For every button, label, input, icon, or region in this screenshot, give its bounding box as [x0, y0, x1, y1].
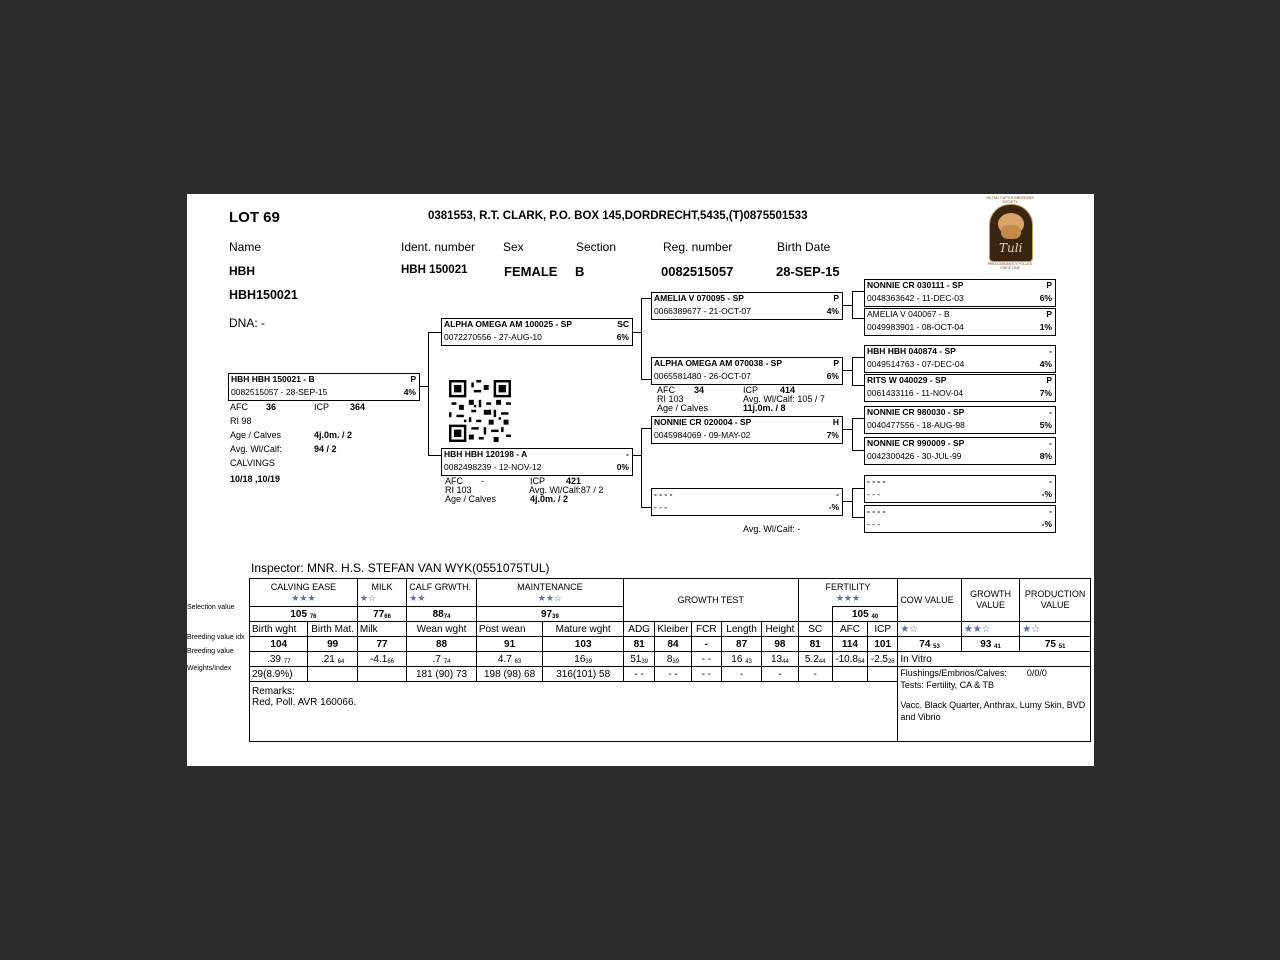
great-grandparent-5-box: NONNIE CR 980030 - SP - 0040477556 - 18-AUG-98 5%	[864, 406, 1056, 434]
subject-icp-label: ICP	[314, 402, 330, 412]
tuli-logo: SA TULI CATTLE BREEDERS SOCIETY Tuli PREDOMINANTLY POLLED SINCE 1945	[986, 196, 1034, 270]
reg-label: Reg. number	[663, 240, 733, 254]
in-vitro: In Vitro	[898, 652, 1091, 667]
breeding-value-idx-label: Breeding value idx	[187, 634, 245, 641]
sex-label: Sex	[503, 240, 524, 254]
growth-value: 93 $_{41}$	[961, 637, 1019, 652]
performance-table	[249, 578, 1091, 742]
qr-code-icon	[449, 380, 511, 442]
breeding-value-label: Breeding value	[187, 648, 234, 655]
gp2-ri: RI 103	[657, 394, 684, 404]
col-adg: ADG	[624, 622, 655, 637]
col-kleiber: Kleiber	[655, 622, 691, 637]
cow-value: 74 $_{53}$	[898, 637, 962, 652]
dam-icp: 421	[566, 476, 582, 486]
subject-afc-label: AFC	[230, 402, 248, 412]
calving-ease-header: CALVING EASE ★★★	[250, 579, 358, 607]
grandparent-3-box: NONNIE CR 020004 - SP H 0045984069 - 09-MAY-02 7%	[651, 416, 843, 444]
subject-afc: 36	[266, 402, 277, 412]
great-grandparent-1-box: NONNIE CR 030111 - SP P 0048363642 - 11-DEC-03 6%	[864, 279, 1056, 307]
lot-number: LOT 69	[229, 209, 280, 226]
growth-value-header: GROWTH VALUE	[961, 579, 1019, 622]
maint-stars-icon: ★★☆	[537, 592, 563, 603]
col-mature-wght: Mature wght	[543, 622, 624, 637]
prod-stars-icon: ★☆	[1020, 622, 1091, 637]
maintenance-header: MAINTENANCE ★★☆	[476, 579, 623, 607]
dam-wl: Avg. Wl/Calf:87 / 2	[529, 485, 604, 495]
gp2-afc-label: AFC	[657, 385, 675, 395]
fertility-header: FERTILITY ★★★	[798, 579, 898, 607]
great-grandparent-8-box: - - - - - - - - -%	[864, 505, 1056, 533]
section-label: Section	[576, 240, 617, 254]
col-fcr: FCR	[691, 622, 721, 637]
owner-info: 0381553, R.T. CLARK, P.O. BOX 145,DORDRECHT,5435,(T)0875501533	[428, 210, 808, 222]
calvings-dates: 10/18 ,10/19	[230, 474, 281, 484]
milk-sel-value: $77_{66}$	[357, 607, 406, 622]
dam-afc-label: AFC	[445, 476, 463, 486]
animal-name: HBH	[229, 264, 255, 278]
grandparent-1-box: AMELIA V 070095 - SP P 0066389677 - 21-OCT-07 4%	[651, 292, 843, 320]
inspector: Inspector: MNR. H.S. STEFAN VAN WYK(0551075TUL)	[251, 561, 550, 575]
subject-age-label: Age / Calves	[230, 430, 282, 440]
flushings-tests-cell: Flushings/Embrios/Calves: 0/0/0 Tests: Fertility, CA & TB Vacc. Black Quarter, Anthrax, Lumy Skin, BVD and Vibrio	[898, 667, 1091, 742]
name-label: Name	[229, 240, 262, 254]
animal-ident: HBH 150021	[401, 264, 468, 276]
subject-ri: RI 98	[230, 416, 252, 426]
production-value: 75 $_{51}$	[1020, 637, 1091, 652]
grandparent-2-box: ALPHA OMEGA AM 070038 - SP P 0065581480 - 26-OCT-07 6%	[651, 357, 843, 385]
calf-stars-icon: ★★	[409, 592, 426, 603]
great-grandparent-7-box: - - - - - - - - -%	[864, 475, 1056, 503]
gp2-afc: 34	[694, 385, 705, 395]
animal-section: B	[575, 264, 585, 279]
col-sc: SC	[798, 622, 832, 637]
calf-sel-value: $88_{74}$	[407, 607, 477, 622]
production-value-header: PRODUCTION VALUE	[1020, 579, 1091, 622]
milk-header: MILK ★☆	[357, 579, 406, 607]
birth-label: Birth Date	[777, 240, 831, 254]
ident-label: Ident. number	[401, 240, 476, 254]
gp2-wl: Avg. Wl/Calf: 105 / 7	[743, 394, 825, 404]
col-height: Height	[762, 622, 798, 637]
dam-icp-label: ICP	[530, 476, 546, 486]
dam-afc: -	[481, 476, 484, 486]
col-birth-wght: Birth wght	[250, 622, 308, 637]
remarks-cell: Remarks: Red, Poll. AVR 160066.	[250, 682, 898, 742]
gp2-age: 11j.0m. / 8	[743, 403, 786, 413]
subject-pedigree-box: HBH HBH 150021 - B P 0082515057 - 28-SEP-15 4%	[228, 373, 420, 401]
col-milk: Milk	[357, 622, 406, 637]
subject-icp: 364	[350, 402, 366, 412]
animal-sex: FEMALE	[504, 264, 558, 279]
pedigree-certificate	[187, 194, 1094, 766]
col-wean-wght: Wean wght	[407, 622, 477, 637]
animal-birth: 28-SEP-15	[776, 264, 840, 279]
subject-age: 4j.0m. / 2	[314, 430, 353, 440]
animal-reg: 0082515057	[661, 264, 734, 279]
calf-growth-header: CALF GRWTH. ★★	[407, 579, 477, 607]
weights-index-label: Weights/Index	[187, 665, 232, 672]
dna-status: DNA: -	[229, 316, 265, 330]
dam-age-label: Age / Calves	[445, 494, 497, 504]
dam-ri: RI 103	[445, 485, 472, 495]
fert-stars-icon: ★★★	[835, 592, 861, 603]
calvings-label: CALVINGS	[230, 458, 275, 468]
breeding-value-idx-row: 104 99 77 88 91 103 81 84 - 87 98 81 114 101 74 $_{53}$ 93 $_{41}$ 75 $_{51}$	[250, 637, 1091, 652]
avg-wl-calf: Avg. Wl/Calf: -	[743, 524, 801, 534]
fert-sel-value: 105 $_{40}$	[832, 607, 898, 622]
dam-age: 4j.0m. / 2	[530, 494, 569, 504]
sire-box: ALPHA OMEGA AM 100025 - SP SC 0072270556 - 27-AUG-10 6%	[441, 318, 633, 346]
great-grandparent-3-box: HBH HBH 040874 - SP - 0049514763 - 07-DEC-04 4%	[864, 345, 1056, 373]
great-grandparent-2-box: AMELIA V 040067 - B P 0049983901 - 08-OCT-04 1%	[864, 308, 1056, 336]
selection-value-label: Selection value	[187, 604, 235, 611]
cow-stars-icon: ★☆	[898, 622, 962, 637]
calving-sel-value: 105 $_{76}$	[250, 607, 358, 622]
growth-test-header: GROWTH TEST	[624, 579, 799, 622]
cow-value-header: COW VALUE	[898, 579, 962, 622]
subject-wl: 94 / 2	[314, 444, 337, 454]
gp2-icp-label: ICP	[743, 385, 759, 395]
col-icp: ICP	[868, 622, 898, 637]
grandparent-4-box: - - - - - - - - -%	[651, 488, 843, 516]
col-length: Length	[721, 622, 761, 637]
milk-stars-icon: ★☆	[359, 592, 376, 603]
col-afc: AFC	[832, 622, 867, 637]
calving-stars-icon: ★★★	[291, 592, 316, 603]
col-birth-mat: Birth Mat.	[308, 622, 357, 637]
growth-stars-icon: ★★☆	[961, 622, 1019, 637]
breeding-value-row: .39 $_{77}$ .21 $_{64}$ $-4.1_{66}$ .7 $_{74}$ 4.7 $_{63}$ $16_{39}$ $51_{39}$ $8_{39}$ - - 16 $_{43}$ $13_{44}$ $5.2_{44}$ $-10.8_{54}$ $-2.5_{26}$ In Vitro	[250, 652, 1091, 667]
gp2-icp: 414	[780, 385, 796, 395]
dam-box: HBH HBH 120198 - A - 0082498239 - 12-NOV-12 0%	[441, 448, 633, 476]
great-grandparent-6-box: NONNIE CR 990009 - SP - 0042300426 - 30-JUL-99 8%	[864, 437, 1056, 465]
weights-index-row: 29(8.9%) 181 (90) 73 198 (98) 68 316(101) 58 - - - - - - - - - Flushings/Embrios/Calves: 0/0/0 Tests: Fertility, CA & TB Vacc. Black Quarter, Anthrax, Lumy Skin, BVD and Vibrio	[250, 667, 1091, 682]
great-grandparent-4-box: RITS W 040029 - SP P 0061433116 - 11-NOV-04 7%	[864, 374, 1056, 402]
maint-sel-value: $97_{39}$	[476, 607, 623, 622]
gp2-age-label: Age / Calves	[657, 403, 709, 413]
col-post-wean: Post wean	[476, 622, 543, 637]
subject-wl-label: Avg. Wl/Calf:	[230, 444, 282, 454]
animal-code: HBH150021	[229, 288, 298, 302]
